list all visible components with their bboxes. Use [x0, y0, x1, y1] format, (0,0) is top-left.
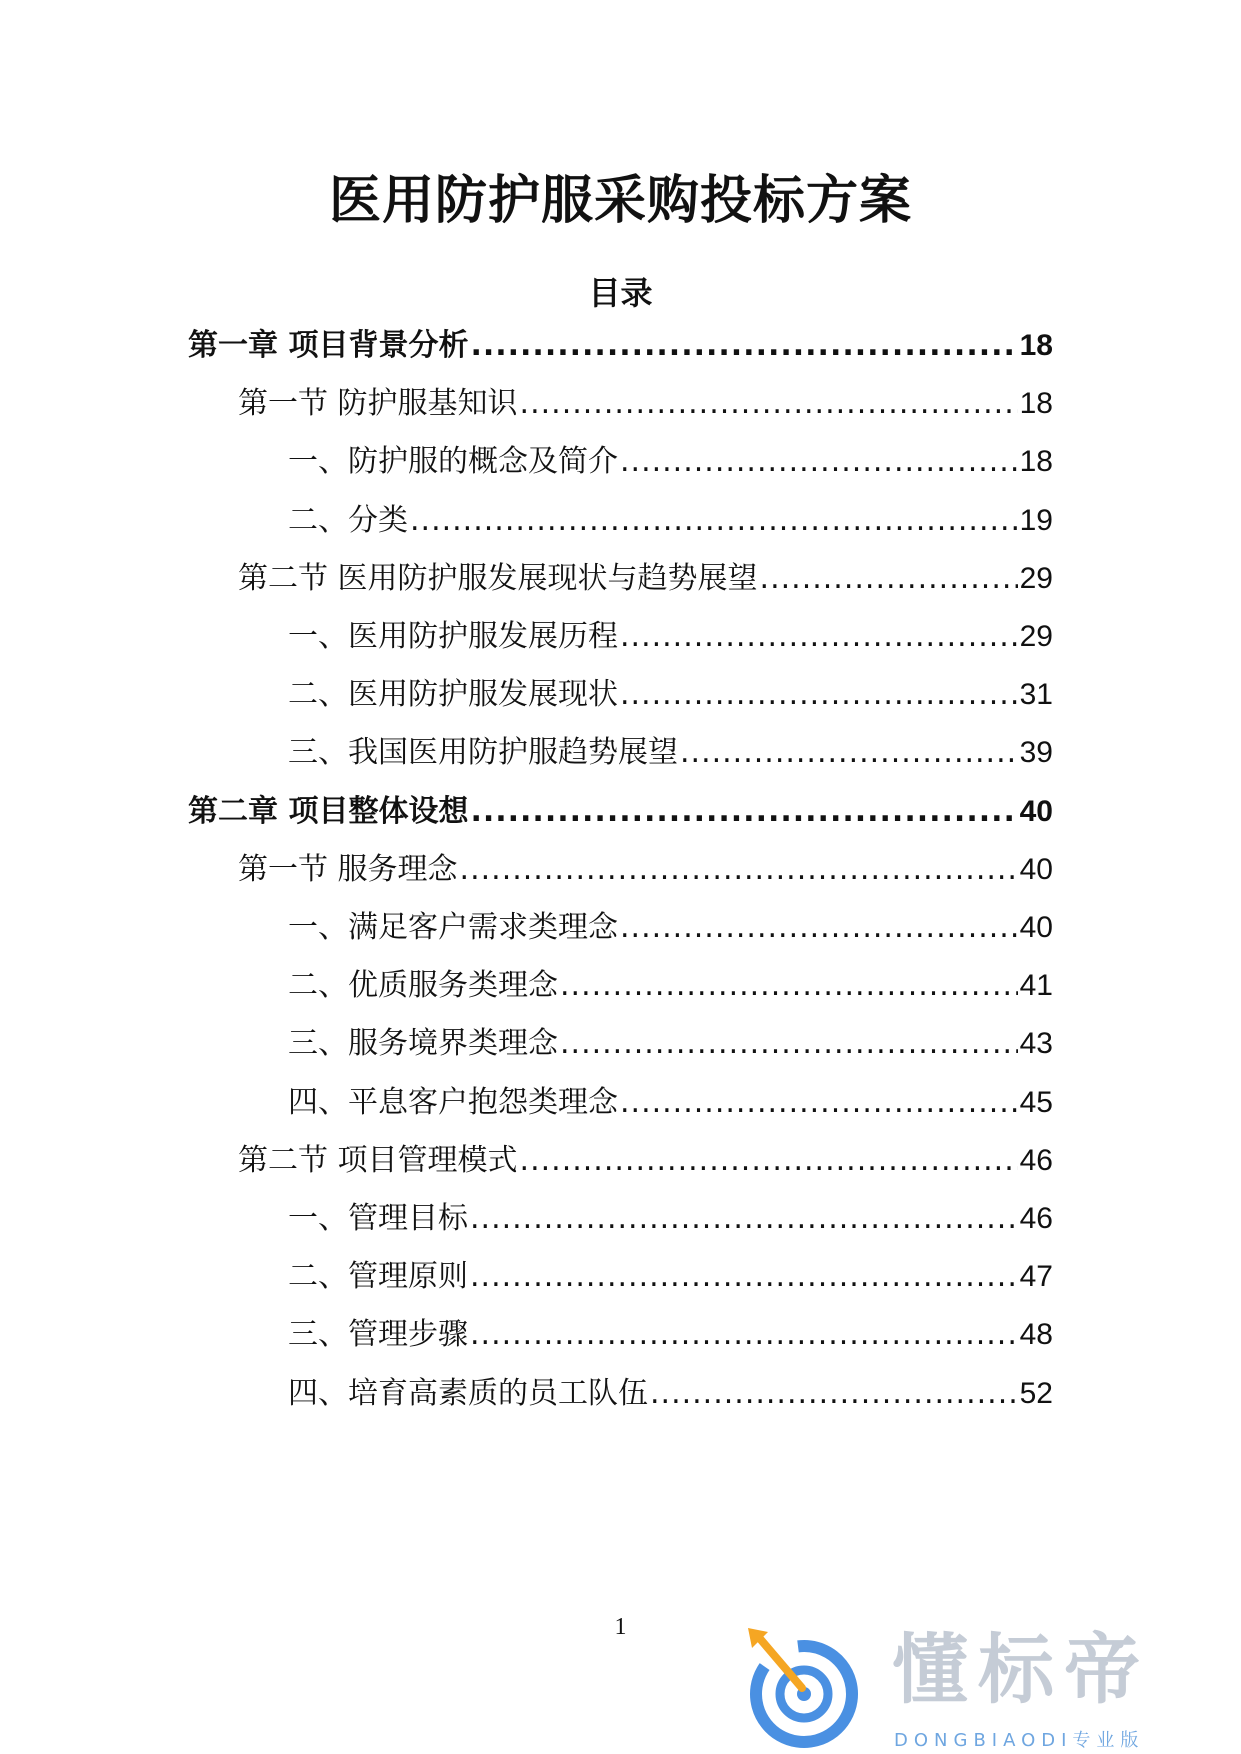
- toc-dot-leader: [620, 1081, 1018, 1125]
- toc-entry-label: 第二节 医用防护服发展现状与趋势展望: [238, 561, 758, 596]
- toc-entry-label: 第二章 项目整体设想: [188, 794, 469, 829]
- toc-entry-label: 三、管理步骤: [288, 1317, 468, 1352]
- toc-entry-page: 46: [1019, 1202, 1053, 1235]
- toc-section-entry[interactable]: [238, 848, 1053, 892]
- toc-entry-page: 52: [1019, 1377, 1053, 1410]
- toc-subsection-entry[interactable]: [288, 615, 1053, 659]
- toc-dot-leader: [560, 1022, 1018, 1066]
- target-logo-icon: [742, 1628, 870, 1752]
- toc-entry-page: 29: [1019, 620, 1053, 653]
- toc-entry-label: 三、服务境界类理念: [288, 1026, 558, 1061]
- toc-dot-leader: [410, 499, 1018, 543]
- toc-subsection-entry[interactable]: [288, 673, 1053, 717]
- toc-section-entry[interactable]: [238, 1139, 1053, 1183]
- toc-entry-label: 第一节 防护服基知识: [238, 386, 518, 421]
- toc-entry-page: 43: [1019, 1027, 1053, 1060]
- toc-entry-label: 第二节 项目管理模式: [238, 1143, 518, 1178]
- toc-dot-leader: [520, 382, 1018, 426]
- toc-entry-label: 四、平息客户抱怨类理念: [288, 1085, 618, 1120]
- page-number: 1: [614, 1614, 627, 1640]
- toc-section-entry[interactable]: [238, 382, 1053, 426]
- toc-entry-page: 18: [1019, 387, 1053, 420]
- toc-entry-page: 46: [1019, 1144, 1053, 1177]
- toc-entry-page: 40: [1019, 911, 1053, 944]
- toc-subsection-entry[interactable]: [288, 1081, 1053, 1125]
- toc-subsection-entry[interactable]: [288, 1255, 1053, 1299]
- toc-subsection-entry[interactable]: [288, 1197, 1053, 1241]
- toc-dot-leader: [470, 1255, 1018, 1299]
- toc-dot-leader: [650, 1372, 1018, 1416]
- toc-entry-page: 39: [1019, 736, 1053, 769]
- toc-chapter-entry[interactable]: [188, 790, 1053, 834]
- toc-chapter-entry[interactable]: [188, 324, 1053, 368]
- toc-subsection-entry[interactable]: [288, 1372, 1053, 1416]
- toc-subsection-entry[interactable]: [288, 440, 1053, 484]
- toc-dot-leader: [470, 1313, 1018, 1357]
- toc-entry-page: 31: [1019, 678, 1053, 711]
- toc-entry-page: 40: [1019, 853, 1053, 886]
- toc-dot-leader: [680, 731, 1018, 775]
- toc-dot-leader: [620, 906, 1018, 950]
- toc-entry-label: 二、医用防护服发展现状: [288, 677, 618, 712]
- toc-entry-label: 二、分类: [288, 503, 408, 538]
- toc-entry-page: 47: [1019, 1260, 1053, 1293]
- watermark-brand: 懂标帝: [892, 1625, 1150, 1714]
- toc-subsection-entry[interactable]: [288, 1022, 1053, 1066]
- toc-entry-label: 一、满足客户需求类理念: [288, 910, 618, 945]
- toc-dot-leader: [460, 848, 1018, 892]
- toc-dot-leader: [620, 615, 1018, 659]
- toc-dot-leader: [470, 790, 1017, 834]
- toc-subsection-entry[interactable]: [288, 964, 1053, 1008]
- toc-entry-label: 第一节 服务理念: [238, 852, 458, 887]
- toc-entry-label: 第一章 项目背景分析: [188, 328, 469, 363]
- toc-entry-page: 40: [1019, 795, 1053, 828]
- watermark-subtitle: DONGBIAODI专业版: [894, 1730, 1145, 1751]
- toc-dot-leader: [620, 440, 1018, 484]
- toc-subsection-entry[interactable]: [288, 906, 1053, 950]
- toc-dot-leader: [620, 673, 1018, 717]
- document-title: 医用防护服采购投标方案: [328, 171, 912, 231]
- toc-entry-page: 45: [1019, 1086, 1053, 1119]
- toc-entry-label: 二、管理原则: [288, 1259, 468, 1294]
- toc-entry-label: 二、优质服务类理念: [288, 968, 558, 1003]
- toc-dot-leader: [520, 1139, 1018, 1183]
- toc-entry-page: 18: [1019, 329, 1053, 362]
- toc-dot-leader: [470, 324, 1017, 368]
- toc-dot-leader: [560, 964, 1018, 1008]
- toc-entry-label: 一、医用防护服发展历程: [288, 619, 618, 654]
- toc-entry-page: 41: [1019, 969, 1053, 1002]
- toc-subsection-entry[interactable]: [288, 499, 1053, 543]
- toc-section-entry[interactable]: [238, 557, 1053, 601]
- toc-heading: 目录: [588, 274, 653, 312]
- watermark: [742, 1625, 1222, 1751]
- toc-entry-page: 48: [1019, 1318, 1053, 1351]
- toc-subsection-entry[interactable]: [288, 1313, 1053, 1357]
- toc-entry-label: 一、管理目标: [288, 1201, 468, 1236]
- toc-dot-leader: [470, 1197, 1018, 1241]
- toc-entry-page: 18: [1019, 445, 1053, 478]
- toc-subsection-entry[interactable]: [288, 731, 1053, 775]
- toc-entry-label: 一、防护服的概念及简介: [288, 444, 618, 479]
- toc-entry-page: 19: [1019, 504, 1053, 537]
- toc-entry-label: 三、我国医用防护服趋势展望: [288, 735, 678, 770]
- toc-entry-page: 29: [1019, 562, 1053, 595]
- toc-dot-leader: [760, 557, 1018, 601]
- toc-entry-label: 四、培育高素质的员工队伍: [288, 1376, 648, 1411]
